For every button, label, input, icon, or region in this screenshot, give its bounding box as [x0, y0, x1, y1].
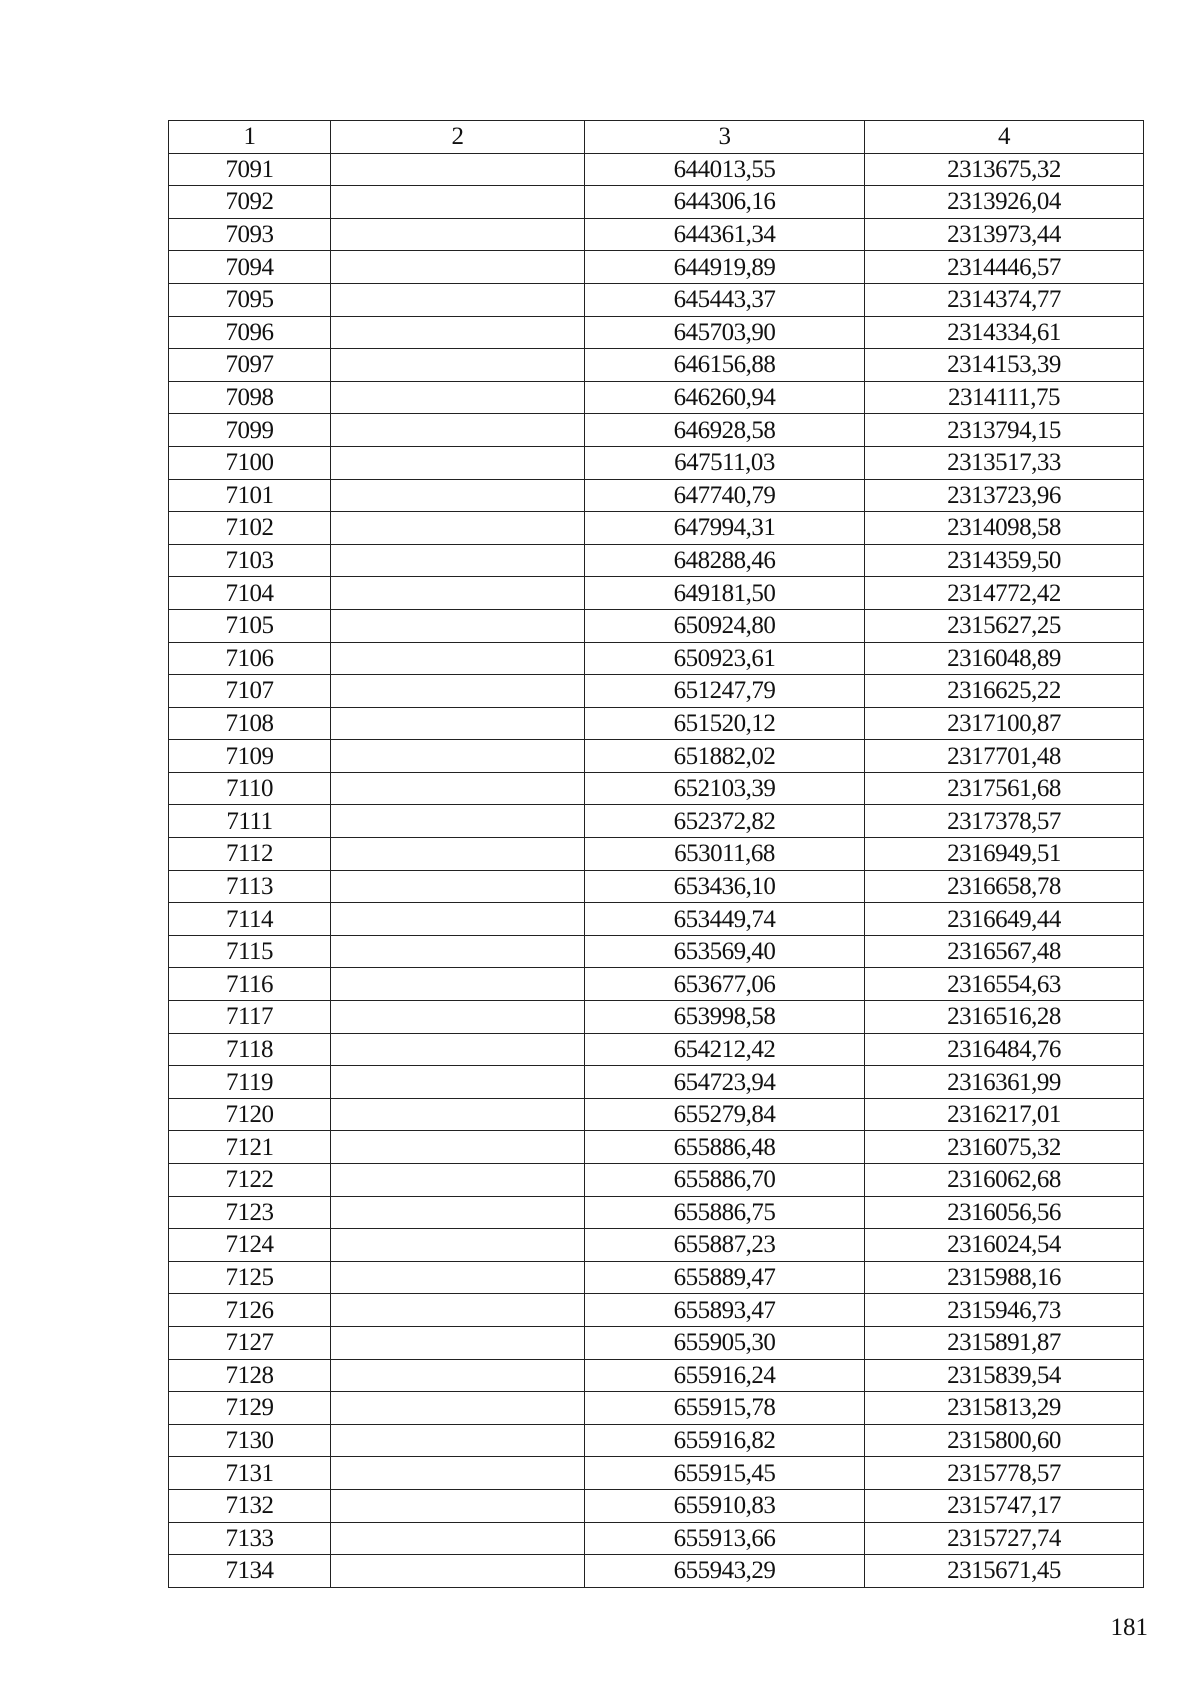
table-row — [169, 544, 1144, 577]
point-number-cell: 7106 — [169, 642, 331, 675]
x-coordinate-cell: 644306,16 — [585, 186, 865, 219]
y-coordinate-cell: 2314772,42 — [865, 577, 1144, 610]
point-number-cell: 7110 — [169, 772, 331, 805]
table-row — [169, 1489, 1144, 1522]
table-row — [169, 642, 1144, 675]
coordinates-table — [168, 120, 1144, 1588]
x-coordinate-cell: 654212,42 — [585, 1033, 865, 1066]
point-number-cell: 7122 — [169, 1164, 331, 1197]
column-2-cell — [331, 642, 585, 675]
column-2-cell — [331, 1555, 585, 1588]
point-number-cell: 7109 — [169, 740, 331, 773]
y-coordinate-cell: 2316649,44 — [865, 903, 1144, 936]
point-number-cell: 7124 — [169, 1229, 331, 1262]
y-coordinate-cell: 2316075,32 — [865, 1131, 1144, 1164]
x-coordinate-cell: 651247,79 — [585, 675, 865, 708]
column-2-cell — [331, 1359, 585, 1392]
x-coordinate-cell: 653569,40 — [585, 935, 865, 968]
point-number-cell: 7117 — [169, 1001, 331, 1034]
table-row — [169, 1294, 1144, 1327]
column-2-cell — [331, 1001, 585, 1034]
x-coordinate-cell: 647994,31 — [585, 512, 865, 545]
table-row — [169, 838, 1144, 871]
y-coordinate-cell: 2316949,51 — [865, 838, 1144, 871]
column-2-cell — [331, 903, 585, 936]
column-2-cell — [331, 414, 585, 447]
y-coordinate-cell: 2315778,57 — [865, 1457, 1144, 1490]
x-coordinate-cell: 653677,06 — [585, 968, 865, 1001]
point-number-cell: 7115 — [169, 935, 331, 968]
y-coordinate-cell: 2316484,76 — [865, 1033, 1144, 1066]
point-number-cell: 7098 — [169, 381, 331, 414]
x-coordinate-cell: 653436,10 — [585, 870, 865, 903]
column-2-cell — [331, 316, 585, 349]
x-coordinate-cell: 644361,34 — [585, 218, 865, 251]
y-coordinate-cell: 2316056,56 — [865, 1196, 1144, 1229]
table-row — [169, 218, 1144, 251]
table-row — [169, 1261, 1144, 1294]
column-2-cell — [331, 1326, 585, 1359]
x-coordinate-cell: 646260,94 — [585, 381, 865, 414]
column-2-cell — [331, 675, 585, 708]
x-coordinate-cell: 645703,90 — [585, 316, 865, 349]
header-cell-4: 4 — [865, 121, 1144, 154]
y-coordinate-cell: 2315839,54 — [865, 1359, 1144, 1392]
point-number-cell: 7119 — [169, 1066, 331, 1099]
x-coordinate-cell: 653998,58 — [585, 1001, 865, 1034]
table-row — [169, 1001, 1144, 1034]
header-cell-3: 3 — [585, 121, 865, 154]
table-header — [169, 121, 1144, 154]
x-coordinate-cell: 654723,94 — [585, 1066, 865, 1099]
column-2-cell — [331, 1489, 585, 1522]
y-coordinate-cell: 2314153,39 — [865, 349, 1144, 382]
y-coordinate-cell: 2315946,73 — [865, 1294, 1144, 1327]
table-body — [169, 153, 1144, 1587]
table-row — [169, 414, 1144, 447]
point-number-cell: 7132 — [169, 1489, 331, 1522]
column-2-cell — [331, 1164, 585, 1197]
point-number-cell: 7123 — [169, 1196, 331, 1229]
point-number-cell: 7105 — [169, 609, 331, 642]
x-coordinate-cell: 655886,48 — [585, 1131, 865, 1164]
y-coordinate-cell: 2316658,78 — [865, 870, 1144, 903]
point-number-cell: 7134 — [169, 1555, 331, 1588]
point-number-cell: 7116 — [169, 968, 331, 1001]
y-coordinate-cell: 2316625,22 — [865, 675, 1144, 708]
y-coordinate-cell: 2315747,17 — [865, 1489, 1144, 1522]
point-number-cell: 7104 — [169, 577, 331, 610]
table-row — [169, 772, 1144, 805]
table-row — [169, 1457, 1144, 1490]
column-2-cell — [331, 740, 585, 773]
x-coordinate-cell: 655916,82 — [585, 1424, 865, 1457]
y-coordinate-cell: 2317100,87 — [865, 707, 1144, 740]
y-coordinate-cell: 2315800,60 — [865, 1424, 1144, 1457]
column-2-cell — [331, 544, 585, 577]
table-row — [169, 1326, 1144, 1359]
table-row — [169, 577, 1144, 610]
column-2-cell — [331, 838, 585, 871]
column-2-cell — [331, 1522, 585, 1555]
table-row — [169, 316, 1144, 349]
column-2-cell — [331, 1066, 585, 1099]
table-row — [169, 446, 1144, 479]
column-2-cell — [331, 1261, 585, 1294]
y-coordinate-cell: 2313973,44 — [865, 218, 1144, 251]
table-row — [169, 903, 1144, 936]
y-coordinate-cell: 2316361,99 — [865, 1066, 1144, 1099]
table-row — [169, 870, 1144, 903]
point-number-cell: 7127 — [169, 1326, 331, 1359]
point-number-cell: 7093 — [169, 218, 331, 251]
point-number-cell: 7130 — [169, 1424, 331, 1457]
x-coordinate-cell: 655893,47 — [585, 1294, 865, 1327]
x-coordinate-cell: 651520,12 — [585, 707, 865, 740]
column-2-cell — [331, 870, 585, 903]
x-coordinate-cell: 655913,66 — [585, 1522, 865, 1555]
point-number-cell: 7091 — [169, 153, 331, 186]
x-coordinate-cell: 652372,82 — [585, 805, 865, 838]
point-number-cell: 7092 — [169, 186, 331, 219]
point-number-cell: 7126 — [169, 1294, 331, 1327]
y-coordinate-cell: 2315891,87 — [865, 1326, 1144, 1359]
point-number-cell: 7128 — [169, 1359, 331, 1392]
x-coordinate-cell: 648288,46 — [585, 544, 865, 577]
x-coordinate-cell: 655887,23 — [585, 1229, 865, 1262]
point-number-cell: 7095 — [169, 283, 331, 316]
y-coordinate-cell: 2315627,25 — [865, 609, 1144, 642]
table-row — [169, 1424, 1144, 1457]
x-coordinate-cell: 644919,89 — [585, 251, 865, 284]
x-coordinate-cell: 655915,45 — [585, 1457, 865, 1490]
column-2-cell — [331, 1457, 585, 1490]
y-coordinate-cell: 2313926,04 — [865, 186, 1144, 219]
column-2-cell — [331, 1294, 585, 1327]
column-2-cell — [331, 609, 585, 642]
column-2-cell — [331, 1424, 585, 1457]
column-2-cell — [331, 446, 585, 479]
x-coordinate-cell: 646156,88 — [585, 349, 865, 382]
table-row — [169, 1066, 1144, 1099]
table-row — [169, 675, 1144, 708]
table-row — [169, 153, 1144, 186]
x-coordinate-cell: 644013,55 — [585, 153, 865, 186]
point-number-cell: 7099 — [169, 414, 331, 447]
point-number-cell: 7101 — [169, 479, 331, 512]
y-coordinate-cell: 2316048,89 — [865, 642, 1144, 675]
header-cell-2: 2 — [331, 121, 585, 154]
point-number-cell: 7133 — [169, 1522, 331, 1555]
point-number-cell: 7108 — [169, 707, 331, 740]
column-2-cell — [331, 153, 585, 186]
x-coordinate-cell: 653011,68 — [585, 838, 865, 871]
y-coordinate-cell: 2316554,63 — [865, 968, 1144, 1001]
column-2-cell — [331, 251, 585, 284]
point-number-cell: 7114 — [169, 903, 331, 936]
x-coordinate-cell: 645443,37 — [585, 283, 865, 316]
point-number-cell: 7121 — [169, 1131, 331, 1164]
column-2-cell — [331, 349, 585, 382]
column-2-cell — [331, 218, 585, 251]
header-row — [169, 121, 1144, 154]
x-coordinate-cell: 647740,79 — [585, 479, 865, 512]
column-2-cell — [331, 1196, 585, 1229]
x-coordinate-cell: 655915,78 — [585, 1392, 865, 1425]
point-number-cell: 7096 — [169, 316, 331, 349]
table-row — [169, 1196, 1144, 1229]
column-2-cell — [331, 1392, 585, 1425]
y-coordinate-cell: 2314446,57 — [865, 251, 1144, 284]
x-coordinate-cell: 655910,83 — [585, 1489, 865, 1522]
x-coordinate-cell: 653449,74 — [585, 903, 865, 936]
column-2-cell — [331, 1229, 585, 1262]
x-coordinate-cell: 655886,70 — [585, 1164, 865, 1197]
x-coordinate-cell: 650924,80 — [585, 609, 865, 642]
point-number-cell: 7111 — [169, 805, 331, 838]
x-coordinate-cell: 649181,50 — [585, 577, 865, 610]
y-coordinate-cell: 2316062,68 — [865, 1164, 1144, 1197]
x-coordinate-cell: 655916,24 — [585, 1359, 865, 1392]
y-coordinate-cell: 2313723,96 — [865, 479, 1144, 512]
table-row — [169, 381, 1144, 414]
column-2-cell — [331, 935, 585, 968]
y-coordinate-cell: 2314374,77 — [865, 283, 1144, 316]
y-coordinate-cell: 2317561,68 — [865, 772, 1144, 805]
y-coordinate-cell: 2317701,48 — [865, 740, 1144, 773]
x-coordinate-cell: 655905,30 — [585, 1326, 865, 1359]
y-coordinate-cell: 2313517,33 — [865, 446, 1144, 479]
column-2-cell — [331, 186, 585, 219]
column-2-cell — [331, 805, 585, 838]
x-coordinate-cell: 652103,39 — [585, 772, 865, 805]
point-number-cell: 7131 — [169, 1457, 331, 1490]
table-row — [169, 1522, 1144, 1555]
point-number-cell: 7102 — [169, 512, 331, 545]
y-coordinate-cell: 2316217,01 — [865, 1098, 1144, 1131]
column-2-cell — [331, 707, 585, 740]
point-number-cell: 7120 — [169, 1098, 331, 1131]
point-number-cell: 7094 — [169, 251, 331, 284]
column-2-cell — [331, 1033, 585, 1066]
table-row — [169, 1131, 1144, 1164]
point-number-cell: 7118 — [169, 1033, 331, 1066]
y-coordinate-cell: 2315727,74 — [865, 1522, 1144, 1555]
x-coordinate-cell: 655889,47 — [585, 1261, 865, 1294]
table-row — [169, 349, 1144, 382]
y-coordinate-cell: 2314359,50 — [865, 544, 1144, 577]
table-row — [169, 1033, 1144, 1066]
x-coordinate-cell: 650923,61 — [585, 642, 865, 675]
point-number-cell: 7100 — [169, 446, 331, 479]
y-coordinate-cell: 2314098,58 — [865, 512, 1144, 545]
column-2-cell — [331, 283, 585, 316]
table-row — [169, 479, 1144, 512]
column-2-cell — [331, 577, 585, 610]
table-row — [169, 186, 1144, 219]
column-2-cell — [331, 968, 585, 1001]
y-coordinate-cell: 2316516,28 — [865, 1001, 1144, 1034]
y-coordinate-cell: 2316567,48 — [865, 935, 1144, 968]
table-row — [169, 805, 1144, 838]
point-number-cell: 7125 — [169, 1261, 331, 1294]
header-cell-1: 1 — [169, 121, 331, 154]
column-2-cell — [331, 381, 585, 414]
column-2-cell — [331, 1131, 585, 1164]
point-number-cell: 7097 — [169, 349, 331, 382]
y-coordinate-cell: 2313675,32 — [865, 153, 1144, 186]
table-row — [169, 968, 1144, 1001]
table-row — [169, 1359, 1144, 1392]
table-row — [169, 512, 1144, 545]
column-2-cell — [331, 512, 585, 545]
y-coordinate-cell: 2314111,75 — [865, 381, 1144, 414]
table-row — [169, 935, 1144, 968]
x-coordinate-cell: 646928,58 — [585, 414, 865, 447]
table-row — [169, 283, 1144, 316]
table-row — [169, 740, 1144, 773]
table-row — [169, 707, 1144, 740]
table-row — [169, 1555, 1144, 1588]
x-coordinate-cell: 655943,29 — [585, 1555, 865, 1588]
column-2-cell — [331, 1098, 585, 1131]
y-coordinate-cell: 2315988,16 — [865, 1261, 1144, 1294]
table-row — [169, 609, 1144, 642]
table-row — [169, 1392, 1144, 1425]
point-number-cell: 7103 — [169, 544, 331, 577]
x-coordinate-cell: 651882,02 — [585, 740, 865, 773]
point-number-cell: 7113 — [169, 870, 331, 903]
y-coordinate-cell: 2315813,29 — [865, 1392, 1144, 1425]
page-number: 181 — [1110, 1614, 1148, 1641]
x-coordinate-cell: 655279,84 — [585, 1098, 865, 1131]
table-row — [169, 1164, 1144, 1197]
point-number-cell: 7107 — [169, 675, 331, 708]
column-2-cell — [331, 479, 585, 512]
y-coordinate-cell: 2315671,45 — [865, 1555, 1144, 1588]
y-coordinate-cell: 2317378,57 — [865, 805, 1144, 838]
point-number-cell: 7129 — [169, 1392, 331, 1425]
column-2-cell — [331, 772, 585, 805]
x-coordinate-cell: 647511,03 — [585, 446, 865, 479]
x-coordinate-cell: 655886,75 — [585, 1196, 865, 1229]
table-row — [169, 251, 1144, 284]
point-number-cell: 7112 — [169, 838, 331, 871]
table-row — [169, 1229, 1144, 1262]
table-row — [169, 1098, 1144, 1131]
y-coordinate-cell: 2313794,15 — [865, 414, 1144, 447]
y-coordinate-cell: 2314334,61 — [865, 316, 1144, 349]
y-coordinate-cell: 2316024,54 — [865, 1229, 1144, 1262]
